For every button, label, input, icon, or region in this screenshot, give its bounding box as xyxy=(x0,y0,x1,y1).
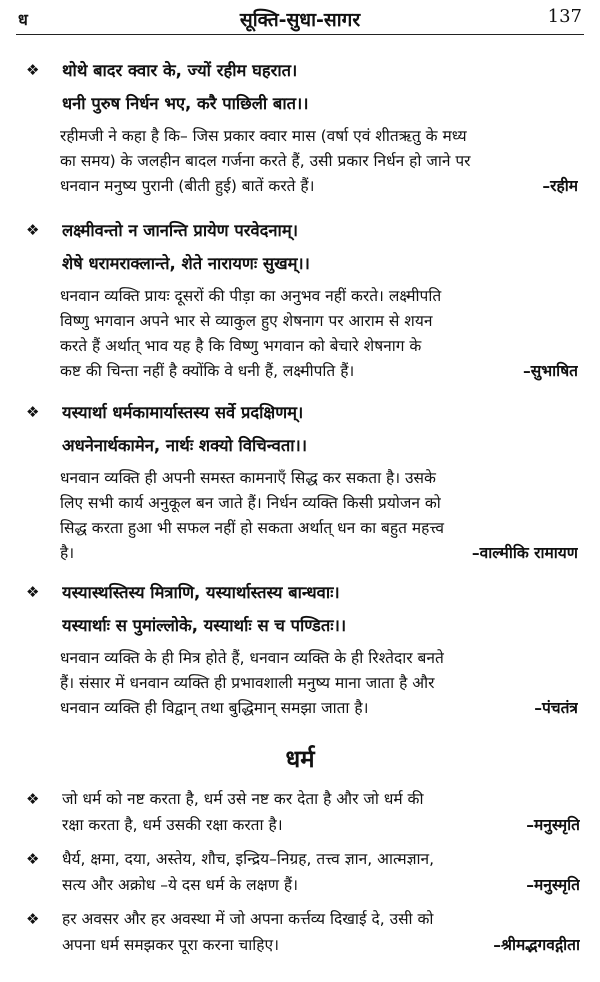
source-attribution: –मनुस्मृति xyxy=(526,876,580,894)
meaning-line: लिए सभी कार्य अनुकूल बन जाते हैं। निर्धन व्यक्ति किसी प्रयोजन को xyxy=(60,494,441,512)
item-line: अपना धर्म समझकर पूरा करना चाहिए। xyxy=(62,936,279,954)
source-attribution: –पंचतंत्र xyxy=(534,699,578,717)
source-attribution: –श्रीमद्भगवद्गीता xyxy=(493,936,580,954)
verse-line: यस्यास्थस्तिस्य मित्राणि, यस्यार्थास्तस्य बान्धवाः। xyxy=(62,583,340,602)
book-title: सूक्ति-सुधा-सागर xyxy=(239,9,361,31)
meaning-paragraph xyxy=(60,646,578,721)
meaning-paragraph xyxy=(60,284,578,384)
header-rule xyxy=(16,34,584,35)
item-line: हर अवसर और हर अवस्था में जो अपना कर्त्तव्य दिखाई दे, उसी को xyxy=(62,910,434,928)
source-attribution: –वाल्मीकि रामायण xyxy=(471,544,578,562)
bullet-icon: ❖ xyxy=(26,910,40,928)
source-attribution: –मनुस्मृति xyxy=(526,816,580,834)
verse-line: लक्ष्मीवन्तो न जानन्ति प्रायेण परवेदनाम्। xyxy=(62,221,298,240)
meaning-line: हैं। संसार में धनवान व्यक्ति ही प्रभावशाली मनुष्य माना जाता है और xyxy=(60,674,435,692)
meaning-line: करते हैं अर्थात् भाव यह है कि विष्णु भगवान को बेचारे शेषनाग के xyxy=(60,337,422,355)
meaning-line: कष्ट की चिन्ता नहीं है क्योंकि वे धनी हैं, लक्ष्मीपति हैं। xyxy=(60,362,355,380)
meaning-line: धनवान व्यक्ति के ही मित्र होते हैं, धनवान व्यक्ति के ही रिश्तेदार बनते xyxy=(60,649,444,667)
meaning-line: धनवान व्यक्ति ही अपनी समस्त कामनाएँ सिद्ध कर सकता है। उसके xyxy=(60,469,436,487)
verse-line: यस्यार्था धर्मकामार्यास्तस्य सर्वे प्रदक्षिणम्। xyxy=(62,403,304,422)
bullet-icon: ❖ xyxy=(26,61,40,79)
meaning-paragraph xyxy=(60,466,578,566)
verse-line: थोथे बादर क्वार के, ज्यों रहीम घहरात। xyxy=(62,61,298,80)
page-number: 137 xyxy=(547,6,582,27)
source-attribution: –रहीम xyxy=(542,177,578,195)
meaning-line: सिद्ध करता हुआ भी सफल नहीं हो सकता अर्थात् धन का बहुत महत्त्व xyxy=(60,519,445,537)
item-line: सत्य और अक्रोध –ये दस धर्म के लक्षण हैं। xyxy=(62,876,298,894)
chapter-letter: ध xyxy=(18,10,28,29)
meaning-line: का समय) के जलहीन बादल गर्जना करते हैं, उसी प्रकार निर्धन हो जाने पर xyxy=(60,152,471,170)
item-line: धैर्य, क्षमा, दया, अस्तेय, शौच, इन्द्रिय–निग्रह, तत्त्व ज्ञान, आत्मज्ञान, xyxy=(62,850,435,868)
bullet-icon: ❖ xyxy=(26,403,40,421)
meaning-line: है। xyxy=(60,544,75,562)
bullet-icon: ❖ xyxy=(26,221,40,239)
section-heading: धर्म xyxy=(285,745,315,773)
bullet-icon: ❖ xyxy=(26,583,40,601)
meaning-paragraph xyxy=(60,124,578,199)
page-header xyxy=(18,6,582,32)
bullet-icon: ❖ xyxy=(26,790,40,808)
source-attribution: –सुभाषित xyxy=(523,362,578,380)
verse-line: शेषे धरामराक्लान्ते, शेते नारायणः सुखम्।। xyxy=(62,254,310,273)
verse-line: यस्यार्थाः स पुमांल्लोके, यस्यार्थाः स च पण्डितः।। xyxy=(62,616,347,635)
meaning-line: धनवान व्यक्ति ही विद्वान् तथा बुद्धिमान् समझा जाता है। xyxy=(60,699,369,717)
meaning-line: विष्णु भगवान अपने भार से व्याकुल हुए शेषनाग पर आराम से शयन xyxy=(60,312,433,330)
item-line: जो धर्म को नष्ट करता है, धर्म उसे नष्ट कर देता है और जो धर्म की xyxy=(62,790,424,808)
verse-line: धनी पुरुष निर्धन भए, करै पाछिली बात।। xyxy=(62,94,309,113)
meaning-line: धनवान मनुष्य पुरानी (बीती हुई) बातें करते हैं। xyxy=(60,177,315,195)
meaning-line: धनवान व्यक्ति प्रायः दूसरों की पीड़ा का अनुभव नहीं करते। लक्ष्मीपति xyxy=(60,287,442,305)
item-line: रक्षा करता है, धर्म उसकी रक्षा करता है। xyxy=(62,816,283,834)
verse-line: अधनेनार्थकामेन, नार्थः शक्यो विचिन्वता।। xyxy=(62,436,308,455)
bullet-icon: ❖ xyxy=(26,850,40,868)
meaning-line: रहीमजी ने कहा है कि– जिस प्रकार क्वार मास (वर्षा एवं शीतऋतु के मध्य xyxy=(60,127,467,145)
